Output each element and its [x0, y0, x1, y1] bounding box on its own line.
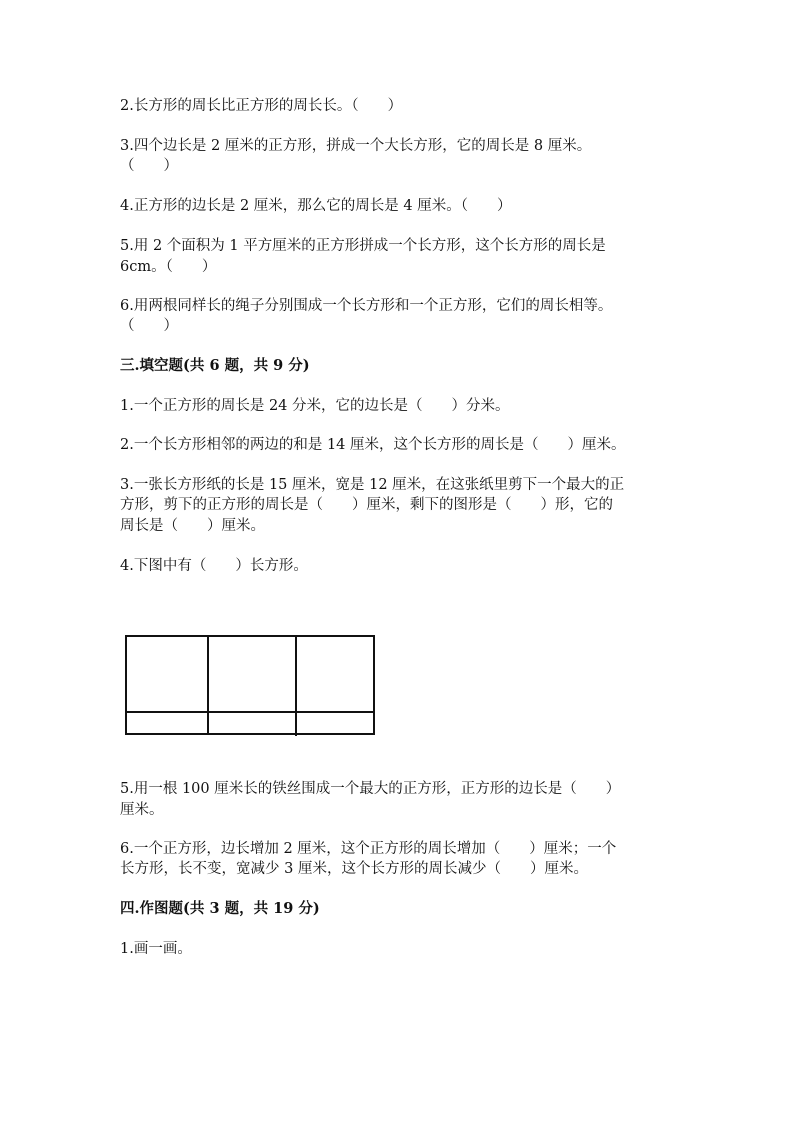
fill-question-1: 1.一个正方形的周长是 24 分米，它的边长是（ ）分米。	[120, 398, 510, 414]
judgement-question-6-line-1: 6.用两根同样长的绳子分别围成一个长方形和一个正方形，它们的周长相等。	[120, 298, 613, 314]
drawing-question-1: 1.画一画。	[120, 941, 192, 957]
drawing-section-title: 四.作图题(共 3 题，共 19 分)	[120, 900, 320, 917]
fill-question-6-line-1: 6.一个正方形，边长增加 2 厘米，这个正方形的周长增加（ ）厘米；一个	[120, 841, 617, 857]
fill-question-5-line-1: 5.用一根 100 厘米长的铁丝围成一个最大的正方形，正方形的边长是（ ）	[120, 781, 621, 797]
judgement-question-3-line-2: （ ）	[120, 158, 178, 174]
fill-section-title: 三.填空题(共 6 题，共 9 分)	[120, 357, 310, 374]
rectangle-grid-figure	[124, 634, 376, 738]
fill-question-3-line-3: 周长是（ ）厘米。	[120, 518, 265, 534]
fill-question-4: 4.下图中有（ ）长方形。	[120, 558, 308, 574]
judgement-question-5-line-1: 5.用 2 个面积为 1 平方厘米的正方形拼成一个长方形，这个长方形的周长是	[120, 238, 606, 254]
fill-question-3-line-2: 方形，剪下的正方形的周长是（ ）厘米，剩下的图形是（ ）形，它的	[120, 497, 613, 513]
fill-question-3-line-1: 3.一张长方形纸的长是 15 厘米，宽是 12 厘米，在这张纸里剪下一个最大的正	[120, 477, 625, 493]
fill-question-6-line-2: 长方形，长不变，宽减少 3 厘米，这个长方形的周长减少（ ）厘米。	[120, 861, 588, 877]
judgement-question-3-line-1: 3.四个边长是 2 厘米的正方形，拼成一个大长方形，它的周长是 8 厘米。	[120, 138, 592, 154]
fill-question-5-line-2: 厘米。	[120, 802, 164, 818]
grid-outer-border	[126, 636, 374, 734]
judgement-question-2: 2.长方形的周长比正方形的周长长。（ ）	[120, 98, 403, 114]
judgement-question-6-line-2: （ ）	[120, 318, 178, 334]
fill-question-2: 2.一个长方形相邻的两边的和是 14 厘米，这个长方形的周长是（ ）厘米。	[120, 437, 626, 453]
judgement-question-5-line-2: 6cm。（ ）	[120, 259, 217, 275]
judgement-question-4: 4.正方形的边长是 2 厘米，那么它的周长是 4 厘米。（ ）	[120, 198, 512, 214]
